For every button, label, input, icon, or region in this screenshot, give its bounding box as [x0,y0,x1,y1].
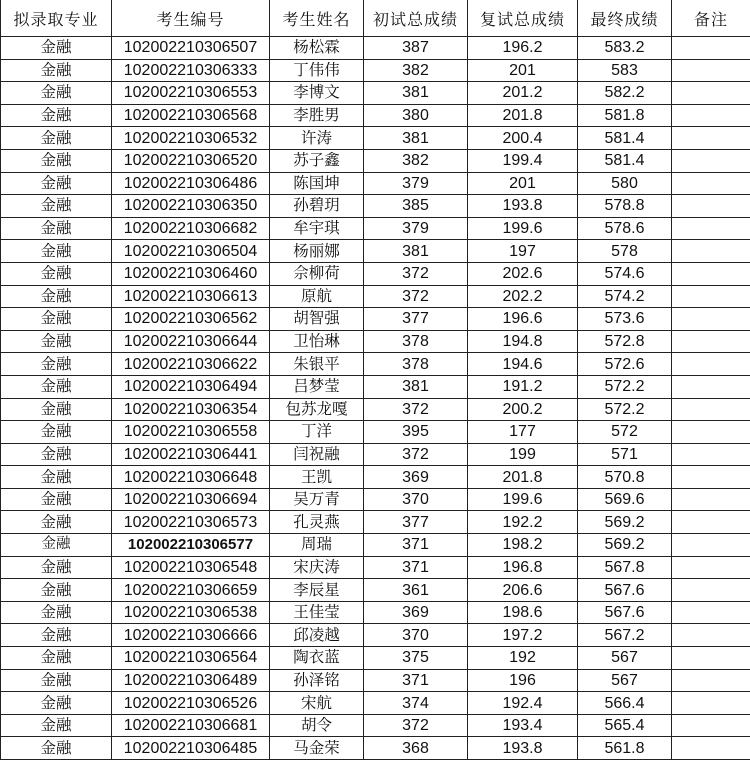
cell-retest-score: 201 [468,59,578,82]
cell-final-score: 578 [578,240,672,263]
cell-final-score: 581.4 [578,149,672,172]
cell-remarks [672,579,750,602]
cell-major: 金融 [1,488,112,511]
cell-major: 金融 [1,330,112,353]
cell-candidate-name: 孔灵燕 [270,511,364,534]
cell-initial-score: 371 [364,534,468,557]
cell-remarks [672,37,750,60]
cell-final-score: 570.8 [578,466,672,489]
cell-candidate-id: 102002210306354 [112,398,270,421]
cell-candidate-name: 王凯 [270,466,364,489]
cell-retest-score: 193.8 [468,195,578,218]
cell-initial-score: 375 [364,647,468,670]
cell-candidate-name: 吴万青 [270,488,364,511]
cell-final-score: 580 [578,172,672,195]
cell-initial-score: 380 [364,104,468,127]
cell-final-score: 569.2 [578,511,672,534]
table-row [1,488,750,511]
cell-remarks [672,669,750,692]
cell-candidate-id: 102002210306564 [112,647,270,670]
cell-final-score: 567.6 [578,579,672,602]
table-row [1,511,750,534]
cell-retest-score: 197 [468,240,578,263]
cell-candidate-name: 邱凌越 [270,624,364,647]
cell-initial-score: 395 [364,421,468,444]
cell-major: 金融 [1,172,112,195]
cell-final-score: 583 [578,59,672,82]
cell-retest-score: 196.2 [468,37,578,60]
cell-final-score: 566.4 [578,692,672,715]
cell-candidate-id: 102002210306504 [112,240,270,263]
cell-retest-score: 194.8 [468,330,578,353]
cell-remarks [672,601,750,624]
cell-initial-score: 372 [364,262,468,285]
cell-major: 金融 [1,714,112,737]
cell-retest-score: 199.6 [468,217,578,240]
cell-final-score: 572.2 [578,375,672,398]
cell-major: 金融 [1,601,112,624]
cell-remarks [672,488,750,511]
table-row [1,330,750,353]
cell-candidate-name: 陈国坤 [270,172,364,195]
table-row [1,466,750,489]
cell-initial-score: 377 [364,511,468,534]
cell-candidate-name: 孙碧玥 [270,195,364,218]
cell-major: 金融 [1,82,112,105]
cell-major: 金融 [1,579,112,602]
cell-major: 金融 [1,149,112,172]
cell-initial-score: 381 [364,127,468,150]
cell-retest-score: 200.4 [468,127,578,150]
cell-final-score: 573.6 [578,308,672,331]
cell-initial-score: 371 [364,556,468,579]
cell-initial-score: 381 [364,240,468,263]
cell-remarks [672,172,750,195]
cell-final-score: 574.6 [578,262,672,285]
cell-major: 金融 [1,375,112,398]
cell-retest-score: 193.4 [468,714,578,737]
cell-remarks [672,692,750,715]
table-row [1,240,750,263]
cell-candidate-name: 周瑞 [270,534,364,557]
cell-initial-score: 372 [364,285,468,308]
cell-remarks [672,330,750,353]
table-row [1,353,750,376]
cell-initial-score: 372 [364,443,468,466]
cell-major: 金融 [1,624,112,647]
table-body [1,37,750,760]
header-row [1,0,750,37]
cell-remarks [672,195,750,218]
cell-candidate-name: 孙泽铭 [270,669,364,692]
table-row [1,692,750,715]
cell-retest-score: 199.6 [468,488,578,511]
cell-final-score: 578.6 [578,217,672,240]
table-row [1,217,750,240]
table-row [1,601,750,624]
cell-remarks [672,647,750,670]
cell-retest-score: 201 [468,172,578,195]
cell-retest-score: 201.8 [468,466,578,489]
cell-candidate-name: 李博文 [270,82,364,105]
cell-retest-score: 196 [468,669,578,692]
cell-final-score: 567.6 [578,601,672,624]
cell-retest-score: 201.2 [468,82,578,105]
cell-final-score: 574.2 [578,285,672,308]
cell-remarks [672,127,750,150]
table-row [1,647,750,670]
cell-final-score: 572 [578,421,672,444]
cell-candidate-id: 102002210306494 [112,375,270,398]
cell-final-score: 572.6 [578,353,672,376]
cell-retest-score: 199 [468,443,578,466]
cell-initial-score: 378 [364,330,468,353]
cell-initial-score: 370 [364,488,468,511]
cell-retest-score: 177 [468,421,578,444]
cell-candidate-id: 102002210306568 [112,104,270,127]
table-row [1,624,750,647]
cell-initial-score: 387 [364,37,468,60]
header-candidate-name: 考生姓名 [270,0,364,37]
cell-retest-score: 200.2 [468,398,578,421]
header-retest-score: 复试总成绩 [468,0,578,37]
table-row [1,556,750,579]
table-row [1,579,750,602]
cell-candidate-name: 杨丽娜 [270,240,364,263]
cell-initial-score: 371 [364,669,468,692]
cell-final-score: 578.8 [578,195,672,218]
table-row [1,37,750,60]
cell-candidate-name: 吕梦莹 [270,375,364,398]
cell-initial-score: 382 [364,149,468,172]
cell-candidate-name: 李胜男 [270,104,364,127]
cell-candidate-name: 宋航 [270,692,364,715]
cell-retest-score: 199.4 [468,149,578,172]
cell-candidate-name: 苏子鑫 [270,149,364,172]
table-row [1,104,750,127]
cell-candidate-id: 102002210306532 [112,127,270,150]
cell-initial-score: 379 [364,217,468,240]
cell-initial-score: 377 [364,308,468,331]
cell-retest-score: 202.2 [468,285,578,308]
cell-final-score: 567.8 [578,556,672,579]
cell-candidate-id: 102002210306548 [112,556,270,579]
cell-major: 金融 [1,262,112,285]
cell-candidate-id: 102002210306333 [112,59,270,82]
cell-candidate-name: 卫怡琳 [270,330,364,353]
cell-initial-score: 381 [364,375,468,398]
cell-major: 金融 [1,398,112,421]
cell-candidate-name: 朱银平 [270,353,364,376]
cell-retest-score: 202.6 [468,262,578,285]
cell-major: 金融 [1,59,112,82]
cell-major: 金融 [1,127,112,150]
table-row [1,398,750,421]
cell-final-score: 583.2 [578,37,672,60]
cell-retest-score: 196.8 [468,556,578,579]
cell-candidate-name: 许涛 [270,127,364,150]
cell-major: 金融 [1,240,112,263]
table-row [1,172,750,195]
cell-remarks [672,714,750,737]
cell-candidate-name: 丁伟伟 [270,59,364,82]
table-row [1,195,750,218]
cell-candidate-name: 王佳莹 [270,601,364,624]
cell-initial-score: 361 [364,579,468,602]
cell-remarks [672,240,750,263]
cell-candidate-id: 102002210306486 [112,172,270,195]
cell-candidate-name: 丁洋 [270,421,364,444]
cell-initial-score: 368 [364,737,468,760]
cell-candidate-id: 102002210306553 [112,82,270,105]
cell-major: 金融 [1,195,112,218]
cell-retest-score: 206.6 [468,579,578,602]
cell-retest-score: 192 [468,647,578,670]
cell-remarks [672,308,750,331]
cell-retest-score: 196.6 [468,308,578,331]
table-row [1,82,750,105]
cell-final-score: 569.6 [578,488,672,511]
cell-remarks [672,737,750,760]
cell-remarks [672,511,750,534]
cell-candidate-id: 102002210306441 [112,443,270,466]
cell-remarks [672,421,750,444]
cell-final-score: 561.8 [578,737,672,760]
header-initial-score: 初试总成绩 [364,0,468,37]
cell-candidate-name: 包苏龙嘎 [270,398,364,421]
table-row [1,375,750,398]
cell-initial-score: 370 [364,624,468,647]
cell-remarks [672,443,750,466]
cell-candidate-name: 胡智强 [270,308,364,331]
cell-retest-score: 198.6 [468,601,578,624]
cell-remarks [672,104,750,127]
table-row [1,262,750,285]
cell-remarks [672,149,750,172]
cell-candidate-id: 102002210306694 [112,488,270,511]
cell-retest-score: 194.6 [468,353,578,376]
cell-final-score: 567.2 [578,624,672,647]
cell-initial-score: 379 [364,172,468,195]
cell-major: 金融 [1,353,112,376]
cell-major: 金融 [1,466,112,489]
cell-candidate-id: 102002210306648 [112,466,270,489]
cell-remarks [672,262,750,285]
cell-retest-score: 192.4 [468,692,578,715]
cell-major: 金融 [1,511,112,534]
cell-candidate-id: 102002210306520 [112,149,270,172]
cell-candidate-name: 牟宇琪 [270,217,364,240]
cell-candidate-id: 102002210306622 [112,353,270,376]
header-final-score: 最终成绩 [578,0,672,37]
cell-remarks [672,398,750,421]
cell-remarks [672,466,750,489]
cell-candidate-name: 杨松霖 [270,37,364,60]
table-row [1,737,750,760]
cell-final-score: 567 [578,669,672,692]
cell-candidate-id: 102002210306644 [112,330,270,353]
cell-candidate-name: 原航 [270,285,364,308]
cell-major: 金融 [1,308,112,331]
header-candidate-id: 考生编号 [112,0,270,37]
cell-candidate-name: 闫祝融 [270,443,364,466]
cell-candidate-name: 胡令 [270,714,364,737]
cell-candidate-id: 102002210306460 [112,262,270,285]
table-row [1,127,750,150]
cell-major: 金融 [1,556,112,579]
cell-candidate-id: 102002210306573 [112,511,270,534]
cell-retest-score: 198.2 [468,534,578,557]
cell-remarks [672,534,750,557]
cell-candidate-id: 102002210306666 [112,624,270,647]
cell-initial-score: 372 [364,398,468,421]
cell-candidate-id: 102002210306659 [112,579,270,602]
header-major: 拟录取专业 [1,0,112,37]
cell-major: 金融 [1,285,112,308]
cell-remarks [672,353,750,376]
header-remarks: 备注 [672,0,750,37]
table-row [1,285,750,308]
cell-major: 金融 [1,421,112,444]
cell-major: 金融 [1,647,112,670]
cell-major: 金融 [1,37,112,60]
cell-retest-score: 192.2 [468,511,578,534]
cell-remarks [672,556,750,579]
cell-major: 金融 [1,737,112,760]
cell-retest-score: 191.2 [468,375,578,398]
cell-candidate-id: 102002210306507 [112,37,270,60]
cell-major: 金融 [1,669,112,692]
cell-final-score: 572.8 [578,330,672,353]
cell-remarks [672,375,750,398]
cell-major: 金融 [1,104,112,127]
cell-remarks [672,82,750,105]
table-row [1,59,750,82]
cell-candidate-id: 102002210306538 [112,601,270,624]
cell-major: 金融 [1,443,112,466]
cell-candidate-id: 102002210306485 [112,737,270,760]
cell-remarks [672,217,750,240]
cell-final-score: 571 [578,443,672,466]
cell-major: 金融 [1,534,112,557]
cell-final-score: 569.2 [578,534,672,557]
cell-major: 金融 [1,692,112,715]
table-row [1,149,750,172]
cell-candidate-id: 102002210306562 [112,308,270,331]
cell-final-score: 572.2 [578,398,672,421]
cell-remarks [672,624,750,647]
cell-candidate-id: 102002210306681 [112,714,270,737]
cell-initial-score: 372 [364,714,468,737]
table-row [1,421,750,444]
cell-final-score: 582.2 [578,82,672,105]
cell-candidate-id: 102002210306577 [112,534,270,557]
table-row [1,714,750,737]
cell-final-score: 581.4 [578,127,672,150]
cell-candidate-id: 102002210306558 [112,421,270,444]
cell-candidate-name: 李辰星 [270,579,364,602]
cell-retest-score: 197.2 [468,624,578,647]
cell-initial-score: 381 [364,82,468,105]
cell-remarks [672,285,750,308]
cell-candidate-name: 佘柳荷 [270,262,364,285]
cell-remarks [672,59,750,82]
cell-candidate-id: 102002210306682 [112,217,270,240]
table-row [1,443,750,466]
cell-candidate-id: 102002210306526 [112,692,270,715]
cell-retest-score: 193.8 [468,737,578,760]
table-row [1,308,750,331]
cell-final-score: 567 [578,647,672,670]
cell-candidate-id: 102002210306489 [112,669,270,692]
cell-candidate-name: 宋庆涛 [270,556,364,579]
cell-major: 金融 [1,217,112,240]
cell-initial-score: 369 [364,466,468,489]
cell-retest-score: 201.8 [468,104,578,127]
cell-candidate-name: 陶衣蓝 [270,647,364,670]
cell-initial-score: 374 [364,692,468,715]
cell-final-score: 565.4 [578,714,672,737]
cell-initial-score: 382 [364,59,468,82]
cell-initial-score: 378 [364,353,468,376]
cell-candidate-name: 马金荣 [270,737,364,760]
cell-initial-score: 385 [364,195,468,218]
table-row [1,669,750,692]
cell-final-score: 581.8 [578,104,672,127]
cell-candidate-id: 102002210306350 [112,195,270,218]
cell-initial-score: 369 [364,601,468,624]
cell-candidate-id: 102002210306613 [112,285,270,308]
table-row [1,534,750,557]
